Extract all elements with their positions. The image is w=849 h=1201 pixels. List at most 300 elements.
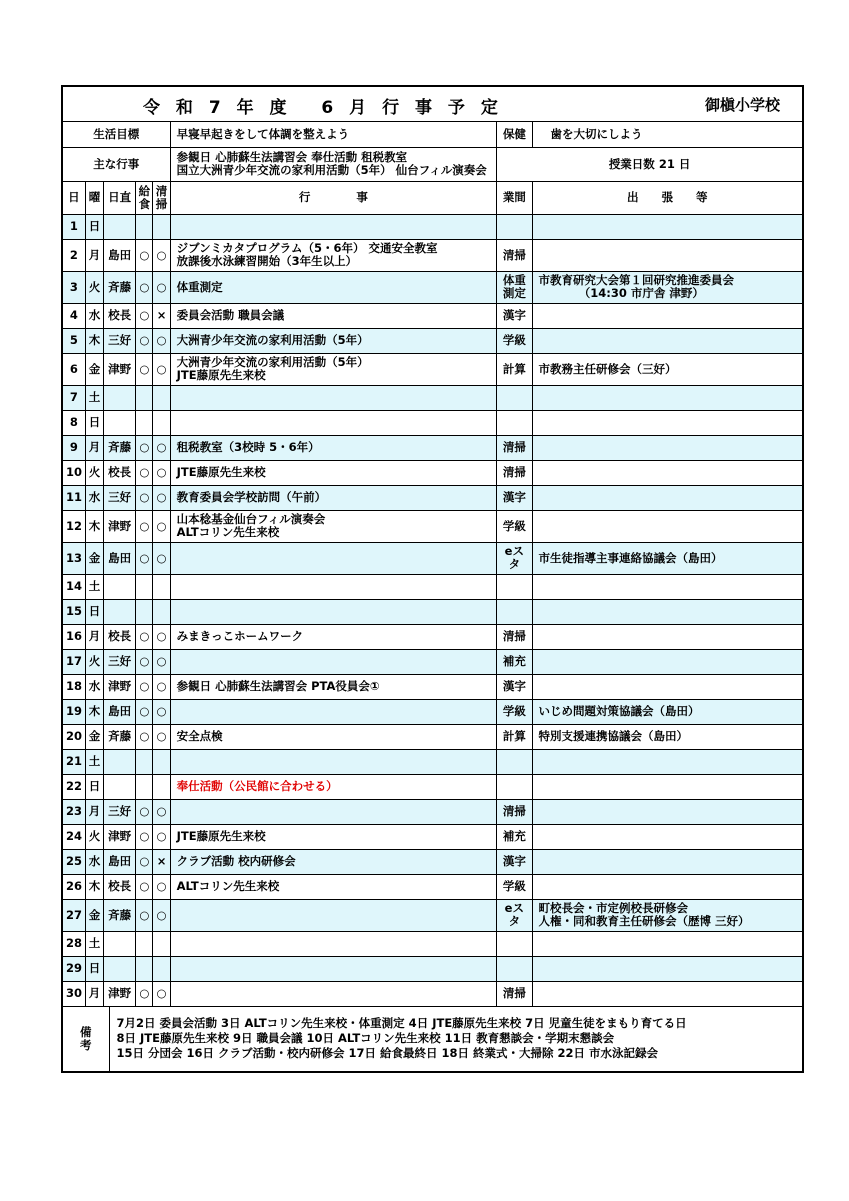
day-cell: 29	[63, 956, 85, 981]
clean-cell: ×	[153, 303, 170, 328]
clean-cell: ○	[153, 899, 170, 931]
gap-cell: 清掃	[497, 981, 532, 1006]
main-events-line2: 国立大洲青少年交流の家利用活動（5年） 仙台フィル演奏会	[176, 163, 487, 177]
schedule-row	[63, 649, 802, 674]
weekday-cell: 水	[85, 485, 103, 510]
schedule-row	[63, 385, 802, 410]
lunch-cell: ○	[136, 699, 153, 724]
trips-cell	[532, 724, 802, 749]
schedule-row	[63, 699, 802, 724]
duty-cell	[103, 956, 135, 981]
lunch-cell: ○	[136, 874, 153, 899]
gap-cell: 体重測定	[497, 271, 532, 303]
trips-cell	[532, 624, 802, 649]
weekday-cell: 土	[85, 749, 103, 774]
clean-cell: ×	[153, 849, 170, 874]
notes-label-2: 考	[80, 1037, 92, 1052]
title-row	[63, 87, 802, 122]
weekday-cell: 土	[85, 385, 103, 410]
lunch-cell	[136, 385, 153, 410]
trip-line1: 特別支援連携協議会（島田）	[538, 729, 689, 743]
schedule-row	[63, 328, 802, 353]
duty-cell: 校長	[103, 624, 135, 649]
lunch-cell: ○	[136, 542, 153, 574]
clean-cell: ○	[153, 542, 170, 574]
col-events: 行 事	[170, 181, 497, 214]
col-clean-2: 掃	[155, 196, 168, 211]
events-row	[63, 147, 802, 181]
gap-cell: 学級	[497, 699, 532, 724]
schedule-row	[63, 624, 802, 649]
health-label: 保健	[497, 122, 532, 147]
trips-cell	[532, 774, 802, 799]
col-clean-1: 清	[155, 183, 168, 198]
gap-cell: 漢字	[497, 674, 532, 699]
lunch-cell: ○	[136, 271, 153, 303]
duty-cell	[103, 214, 135, 239]
day-cell: 21	[63, 749, 85, 774]
lunch-cell: ○	[136, 624, 153, 649]
day-cell: 16	[63, 624, 85, 649]
clean-cell: ○	[153, 485, 170, 510]
gap-cell	[497, 774, 532, 799]
duty-cell: 津野	[103, 510, 135, 542]
events-cell	[170, 510, 497, 542]
duty-cell: 三好	[103, 799, 135, 824]
weekday-cell: 日	[85, 214, 103, 239]
trip-line1: 市生徒指導主事連絡協議会（島田）	[538, 550, 723, 565]
events-cell	[170, 649, 497, 674]
schedule-row	[63, 542, 802, 574]
clean-cell: ○	[153, 874, 170, 899]
day-cell: 5	[63, 328, 85, 353]
header-row	[63, 181, 802, 214]
day-cell: 6	[63, 353, 85, 385]
lunch-cell: ○	[136, 899, 153, 931]
weekday-cell: 金	[85, 899, 103, 931]
gap-cell: 計算	[497, 353, 532, 385]
trips-cell	[532, 485, 802, 510]
lunch-cell	[136, 410, 153, 435]
events-cell	[170, 435, 497, 460]
event-line1: クラブ活動 校内研修会	[176, 854, 296, 868]
clean-cell	[153, 385, 170, 410]
day-cell: 25	[63, 849, 85, 874]
duty-cell: 島田	[103, 542, 135, 574]
event-line1: 体重測定	[176, 279, 223, 294]
clean-cell: ○	[153, 699, 170, 724]
notes-text	[109, 1007, 802, 1071]
event-line1: ALTコリン先生来校	[176, 879, 280, 893]
weekday-cell: 日	[85, 956, 103, 981]
gap-cell	[497, 599, 532, 624]
lunch-cell: ○	[136, 799, 153, 824]
day-cell: 22	[63, 774, 85, 799]
schedule-row	[63, 239, 802, 271]
weekday-cell: 水	[85, 674, 103, 699]
lunch-cell	[136, 214, 153, 239]
trip-line2: （14:30 市庁舎 津野）	[538, 286, 704, 300]
weekday-cell: 日	[85, 410, 103, 435]
weekday-cell: 火	[85, 460, 103, 485]
gap-cell: 補充	[497, 649, 532, 674]
gap-cell	[497, 931, 532, 956]
day-cell: 17	[63, 649, 85, 674]
event-line1: 教育委員会学校訪問（午前）	[176, 490, 327, 504]
weekday-cell: 木	[85, 510, 103, 542]
duty-cell: 校長	[103, 303, 135, 328]
weekday-cell: 金	[85, 542, 103, 574]
goal-row	[63, 122, 802, 147]
schedule-row	[63, 849, 802, 874]
gap-cell: 計算	[497, 724, 532, 749]
lunch-cell: ○	[136, 724, 153, 749]
day-cell: 14	[63, 574, 85, 599]
duty-cell: 三好	[103, 649, 135, 674]
trips-cell	[532, 849, 802, 874]
day-cell: 7	[63, 385, 85, 410]
schedule-row	[63, 956, 802, 981]
duty-cell	[103, 385, 135, 410]
day-cell: 19	[63, 699, 85, 724]
clean-cell	[153, 749, 170, 774]
day-cell: 18	[63, 674, 85, 699]
lunch-cell: ○	[136, 510, 153, 542]
duty-cell	[103, 599, 135, 624]
clean-cell: ○	[153, 624, 170, 649]
trips-cell	[532, 435, 802, 460]
gap-cell	[497, 749, 532, 774]
events-cell	[170, 271, 497, 303]
events-cell	[170, 624, 497, 649]
events-cell	[170, 931, 497, 956]
lunch-cell: ○	[136, 460, 153, 485]
event-line1: 委員会活動 職員会議	[176, 308, 285, 322]
day-cell: 9	[63, 435, 85, 460]
lunch-cell: ○	[136, 981, 153, 1006]
schedule-row	[63, 599, 802, 624]
lunch-cell: ○	[136, 239, 153, 271]
duty-cell	[103, 774, 135, 799]
weekday-cell: 月	[85, 435, 103, 460]
gap-cell	[497, 214, 532, 239]
clean-cell: ○	[153, 435, 170, 460]
events-cell	[170, 485, 497, 510]
trips-cell	[532, 510, 802, 542]
trips-cell	[532, 542, 802, 574]
weekday-cell: 月	[85, 624, 103, 649]
trip-line1: 市教務主任研修会（三好）	[538, 361, 677, 376]
day-cell: 12	[63, 510, 85, 542]
schedule-row	[63, 874, 802, 899]
events-cell	[170, 574, 497, 599]
trips-cell	[532, 385, 802, 410]
col-weekday: 曜	[85, 181, 103, 214]
duty-cell: 斉藤	[103, 435, 135, 460]
day-cell: 15	[63, 599, 85, 624]
gap-cell: 清掃	[497, 460, 532, 485]
clean-cell	[153, 774, 170, 799]
col-lunch-2: 食	[138, 196, 151, 211]
schedule-row	[63, 824, 802, 849]
event-line1: 安全点検	[176, 729, 223, 743]
duty-cell: 三好	[103, 328, 135, 353]
trips-cell	[532, 303, 802, 328]
school-days: 授業日数 21 日	[497, 147, 802, 181]
trips-cell	[532, 574, 802, 599]
duty-cell: 島田	[103, 699, 135, 724]
gap-cell: eスタ	[497, 899, 532, 931]
notes-label	[63, 1007, 109, 1071]
duty-cell	[103, 574, 135, 599]
gap-cell	[497, 956, 532, 981]
notes-table	[63, 1007, 802, 1071]
lunch-cell: ○	[136, 328, 153, 353]
clean-cell: ○	[153, 799, 170, 824]
gap-cell: 清掃	[497, 435, 532, 460]
duty-cell: 津野	[103, 981, 135, 1006]
events-cell	[170, 599, 497, 624]
events-label: 主な行事	[63, 147, 170, 181]
page-title: 令 和 7 年 度 6 月 行 事 予 定	[143, 98, 500, 118]
events-cell	[170, 724, 497, 749]
event-line1: JTE藤原先生来校	[176, 829, 266, 843]
duty-cell: 斉藤	[103, 271, 135, 303]
event-line1: 大洲青少年交流の家利用活動（5年）	[176, 355, 369, 369]
clean-cell: ○	[153, 724, 170, 749]
clean-cell: ○	[153, 649, 170, 674]
gap-cell: 漢字	[497, 485, 532, 510]
gap-cell	[497, 410, 532, 435]
events-cell	[170, 385, 497, 410]
schedule-row	[63, 574, 802, 599]
duty-cell: 津野	[103, 674, 135, 699]
clean-cell: ○	[153, 239, 170, 271]
lunch-cell: ○	[136, 353, 153, 385]
day-cell: 23	[63, 799, 85, 824]
events-cell	[170, 353, 497, 385]
events-cell	[170, 874, 497, 899]
trips-cell	[532, 981, 802, 1006]
trip-line1: いじめ問題対策協議会（島田）	[538, 704, 700, 718]
schedule-row	[63, 485, 802, 510]
clean-cell	[153, 214, 170, 239]
clean-cell: ○	[153, 328, 170, 353]
events-cell	[170, 303, 497, 328]
duty-cell: 津野	[103, 353, 135, 385]
events-cell	[170, 699, 497, 724]
weekday-cell: 火	[85, 271, 103, 303]
notes-line3: 15日 分団会 16日 クラブ活動・校内研修会 17日 給食最終日 18日 終業式・大掃除 22日 市水泳記録会	[116, 1046, 659, 1060]
trips-cell	[532, 239, 802, 271]
trips-cell	[532, 353, 802, 385]
main-events	[170, 147, 497, 181]
day-cell: 13	[63, 542, 85, 574]
lunch-cell: ○	[136, 649, 153, 674]
trips-cell	[532, 824, 802, 849]
lunch-cell	[136, 956, 153, 981]
event-line1: JTE藤原先生来校	[176, 465, 266, 479]
notes-line2: 8日 JTE藤原先生来校 9日 職員会議 10日 ALTコリン先生来校 11日 教育懇談会・学期末懇談会	[116, 1031, 615, 1045]
trips-cell	[532, 271, 802, 303]
duty-cell	[103, 749, 135, 774]
gap-cell: 学級	[497, 874, 532, 899]
duty-cell: 斉藤	[103, 899, 135, 931]
col-trips: 出 張 等	[532, 181, 802, 214]
trips-cell	[532, 214, 802, 239]
gap-cell: 清掃	[497, 624, 532, 649]
event-line2: JTE藤原先生来校	[176, 368, 266, 382]
col-gap: 業間	[497, 181, 532, 214]
clean-cell	[153, 599, 170, 624]
duty-cell: 三好	[103, 485, 135, 510]
events-cell	[170, 239, 497, 271]
gap-cell: 清掃	[497, 799, 532, 824]
weekday-cell: 火	[85, 824, 103, 849]
weekday-cell: 火	[85, 649, 103, 674]
notes-row	[63, 1007, 802, 1071]
event-line2: 放課後水泳練習開始（3年生以上）	[176, 254, 358, 268]
duty-cell: 島田	[103, 239, 135, 271]
day-cell: 2	[63, 239, 85, 271]
health-text: 歯を大切にしよう	[532, 122, 802, 147]
events-cell	[170, 799, 497, 824]
trips-cell	[532, 328, 802, 353]
schedule-sheet	[61, 85, 804, 1073]
weekday-cell: 金	[85, 724, 103, 749]
lunch-cell: ○	[136, 435, 153, 460]
lunch-cell	[136, 774, 153, 799]
schedule-row	[63, 749, 802, 774]
clean-cell: ○	[153, 271, 170, 303]
clean-cell	[153, 574, 170, 599]
weekday-cell: 日	[85, 599, 103, 624]
weekday-cell: 土	[85, 931, 103, 956]
trips-cell	[532, 460, 802, 485]
lunch-cell	[136, 931, 153, 956]
weekday-cell: 木	[85, 699, 103, 724]
events-cell	[170, 899, 497, 931]
gap-cell: 学級	[497, 510, 532, 542]
schedule-row	[63, 460, 802, 485]
events-cell	[170, 749, 497, 774]
events-cell	[170, 824, 497, 849]
main-events-line1: 参観日 心肺蘇生法講習会 奉仕活動 租税教室	[176, 150, 408, 164]
day-cell: 26	[63, 874, 85, 899]
lunch-cell	[136, 574, 153, 599]
event-line1: 参観日 心肺蘇生法講習会 PTA役員会①	[176, 679, 380, 693]
gap-cell: 漢字	[497, 849, 532, 874]
trips-cell	[532, 899, 802, 931]
events-cell	[170, 460, 497, 485]
clean-cell: ○	[153, 510, 170, 542]
schedule-row	[63, 799, 802, 824]
clean-cell	[153, 410, 170, 435]
duty-cell: 斉藤	[103, 724, 135, 749]
schedule-row	[63, 931, 802, 956]
weekday-cell: 水	[85, 303, 103, 328]
col-duty: 日直	[103, 181, 135, 214]
lunch-cell: ○	[136, 824, 153, 849]
trip-line1: 町校長会・市定例校長研修会	[538, 901, 689, 915]
lunch-cell: ○	[136, 485, 153, 510]
lunch-cell: ○	[136, 849, 153, 874]
notes-line1: 7月2日 委員会活動 3日 ALTコリン先生来校・体重測定 4日 JTE藤原先生来校 7日 児童生徒をまもり育てる日	[116, 1016, 687, 1030]
trips-cell	[532, 599, 802, 624]
clean-cell: ○	[153, 353, 170, 385]
events-cell	[170, 956, 497, 981]
clean-cell	[153, 931, 170, 956]
trip-line2: 人権・同和教育主任研修会（歴博 三好）	[538, 914, 750, 928]
day-cell: 11	[63, 485, 85, 510]
lunch-cell: ○	[136, 674, 153, 699]
event-line1: 租税教室（3校時 5・6年）	[176, 440, 320, 454]
duty-cell	[103, 931, 135, 956]
weekday-cell: 月	[85, 981, 103, 1006]
duty-cell: 島田	[103, 849, 135, 874]
schedule-row	[63, 674, 802, 699]
event-line2: ALTコリン先生来校	[176, 525, 280, 539]
day-cell: 8	[63, 410, 85, 435]
duty-cell: 校長	[103, 460, 135, 485]
schedule-table	[63, 122, 802, 1007]
gap-cell: 補充	[497, 824, 532, 849]
events-cell	[170, 849, 497, 874]
col-clean	[153, 181, 170, 214]
trips-cell	[532, 674, 802, 699]
clean-cell	[153, 956, 170, 981]
trips-cell	[532, 410, 802, 435]
event-line1: みまきっこホームワーク	[176, 629, 304, 643]
goal-label: 生活目標	[63, 122, 170, 147]
events-cell	[170, 774, 497, 799]
event-line1: 大洲青少年交流の家利用活動（5年）	[176, 333, 369, 347]
col-lunch-1: 給	[138, 183, 151, 198]
events-cell	[170, 214, 497, 239]
schedule-row	[63, 353, 802, 385]
gap-cell	[497, 574, 532, 599]
day-cell: 30	[63, 981, 85, 1006]
events-cell	[170, 328, 497, 353]
weekday-cell: 水	[85, 849, 103, 874]
duty-cell	[103, 410, 135, 435]
weekday-cell: 月	[85, 239, 103, 271]
event-line1: 奉仕活動（公民館に合わせる）	[176, 779, 338, 793]
events-cell	[170, 981, 497, 1006]
event-line1: 山本稔基金仙台フィル演奏会	[176, 512, 326, 526]
day-cell: 28	[63, 931, 85, 956]
trips-cell	[532, 749, 802, 774]
duty-cell: 校長	[103, 874, 135, 899]
clean-cell: ○	[153, 981, 170, 1006]
school-name: 御槇小学校	[704, 96, 780, 114]
day-cell: 20	[63, 724, 85, 749]
lunch-cell	[136, 749, 153, 774]
gap-cell: eスタ	[497, 542, 532, 574]
trips-cell	[532, 931, 802, 956]
events-cell	[170, 410, 497, 435]
day-cell: 1	[63, 214, 85, 239]
weekday-cell: 木	[85, 874, 103, 899]
weekday-cell: 月	[85, 799, 103, 824]
goal-text: 早寝早起きをして体調を整えよう	[170, 122, 497, 147]
trips-cell	[532, 699, 802, 724]
events-cell	[170, 674, 497, 699]
col-day: 日	[63, 181, 85, 214]
gap-cell: 学級	[497, 328, 532, 353]
trips-cell	[532, 874, 802, 899]
trips-cell	[532, 956, 802, 981]
